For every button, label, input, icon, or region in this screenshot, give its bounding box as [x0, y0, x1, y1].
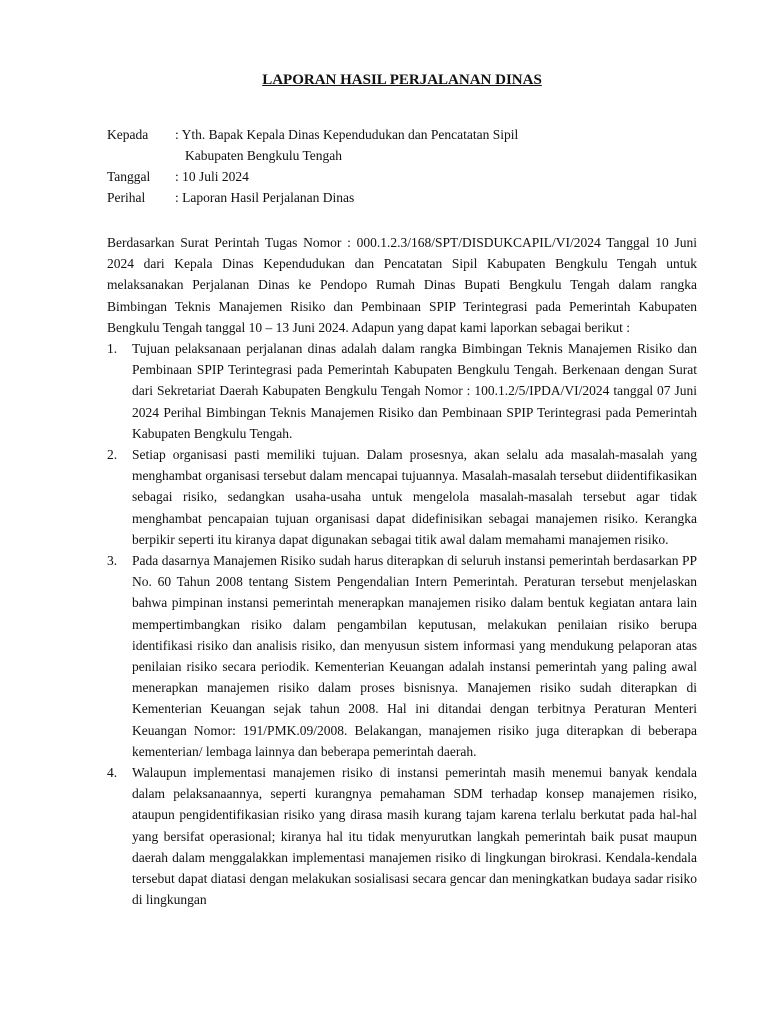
- list-item-number: 3.: [107, 553, 118, 569]
- list-item-number: 2.: [107, 447, 118, 463]
- intro-paragraph: Berdasarkan Surat Perintah Tugas Nomor : 000.1.2.3/168/SPT/DISDUKCAPIL/VI/2024 Tanggal 10 Juni 2024 dari Kepala Dinas Kependudukan dan Pencatatan Sipil Kabupaten Bengkulu Tengah untuk melaksanakan Perjalanan Dinas ke Pendopo Rumah Dinas Bupati Bengkulu Tengah dalam rangka Bimbingan Teknis Manajemen Risiko dan Pembinaan SPIP Terintegrasi pada Pemerintah Kabupaten Bengkulu Tengah tanggal 10 – 13 Juni 2024. Adapun yang dapat kami laporkan sebagai berikut :: [107, 235, 697, 335]
- list-item: [107, 444, 697, 550]
- list-item-text: Walaupun implementasi manajemen risiko di instansi pemerintah masih menemui banyak kendala dalam pelaksanaannya, seperti kurangnya pemahaman SDM terhadap konsep manajemen risiko, ataupun pengidentifikasian risiko yang dirasa masih kurang tajam karena terlalu berkutat pada hal-hal yang bersifat operasional; kiranya hal itu tidak menyurutkan langkah pemerintah baik pusat maupun daerah dalam menggalakkan implementasi manajemen risiko di lingkungan birokrasi. Kendala-kendala tersebut dapat diatasi dengan melakukan sosialisasi secara gencar dan meningkatkan budaya sadar risiko di lingkungan: [132, 765, 697, 908]
- header-row-perihal: [107, 187, 697, 208]
- report-title: LAPORAN HASIL PERJALANAN DINAS: [262, 72, 542, 88]
- intro-paragraph-block: [107, 232, 697, 911]
- list-item: [107, 762, 697, 910]
- kepada-label: Kepada: [107, 127, 149, 142]
- letter-header: [107, 124, 697, 208]
- tanggal-value: : 10 Juli 2024: [175, 169, 249, 184]
- kepada-value: : Yth. Bapak Kepala Dinas Kependudukan dan Pencatatan Sipil: [175, 127, 519, 142]
- list-item: [107, 338, 697, 444]
- list-item: [107, 550, 697, 762]
- report-list: [107, 338, 697, 910]
- report-page: [107, 70, 697, 911]
- header-row-kepada: [107, 124, 697, 166]
- perihal-value: : Laporan Hasil Perjalanan Dinas: [175, 190, 355, 205]
- list-item-text: Setiap organisasi pasti memiliki tujuan. Dalam prosesnya, akan selalu ada masalah-masalah yang menghambat organisasi tersebut dalam mencapai tujuannya. Masalah-masalah tersebut diidentifikasikan sebagai risiko, sedangkan usaha-usaha untuk mengelola masalah-masalah tersebut agar tidak menghambat pencapaian tujuan organisasi dapat didefinisikan sebagai manajemen risiko. Kerangka berpikir seperti itu kiranya dapat digunakan sebagai titik awal dalam memahami manajemen risiko.: [132, 447, 697, 547]
- list-item-text: Tujuan pelaksanaan perjalanan dinas adalah dalam rangka Bimbingan Teknis Manajemen Risiko dan Pembinaan SPIP Terintegrasi pada Pemerintah Kabupaten Bengkulu Tengah. Berkenaan dengan Surat dari Sekretariat Daerah Kabupaten Bengkulu Tengah Nomor : 100.1.2/5/IPDA/VI/2024 tanggal 07 Juni 2024 Perihal Bimbingan Teknis Manajemen Risiko dan Pembinaan SPIP Terintegrasi pada Pemerintah Kabupaten Bengkulu Tengah.: [132, 341, 697, 441]
- tanggal-label: Tanggal: [107, 169, 151, 184]
- list-item-text: Pada dasarnya Manajemen Risiko sudah harus diterapkan di seluruh instansi pemerintah berdasarkan PP No. 60 Tahun 2008 tentang Sistem Pengendalian Intern Pemerintah. Peraturan tersebut menjelaskan bahwa pimpinan instansi pemerintah menerapkan manajemen risiko dalam bentuk kegiatan antara lain mempertimbangkan risiko dalam pengambilan keputusan, melakukan penilaian risiko berupa identifikasi risiko dan analisis risiko, dan menyusun sistem informasi yang mendukung pelaporan atas penilaian risiko secara periodik. Kementerian Keuangan adalah instansi pemerintah yang paling awal menerapkan manajemen risiko dalam proses bisnisnya. Manajemen risiko sudah diterapkan di Kementerian Keuangan sejak tahun 2008. Hal ini ditandai dengan terbitnya Peraturan Menteri Keuangan Nomor: 191/PMK.09/2008. Belakangan, manajemen risiko juga diterapkan di beberapa kementerian/ lembaga lainnya dan beberapa pemerintah daerah.: [132, 553, 697, 759]
- kepada-value-cont: Kabupaten Bengkulu Tengah: [185, 148, 343, 163]
- header-row-tanggal: [107, 166, 697, 187]
- list-item-number: 4.: [107, 765, 118, 781]
- perihal-label: Perihal: [107, 190, 146, 205]
- list-item-number: 1.: [107, 341, 118, 357]
